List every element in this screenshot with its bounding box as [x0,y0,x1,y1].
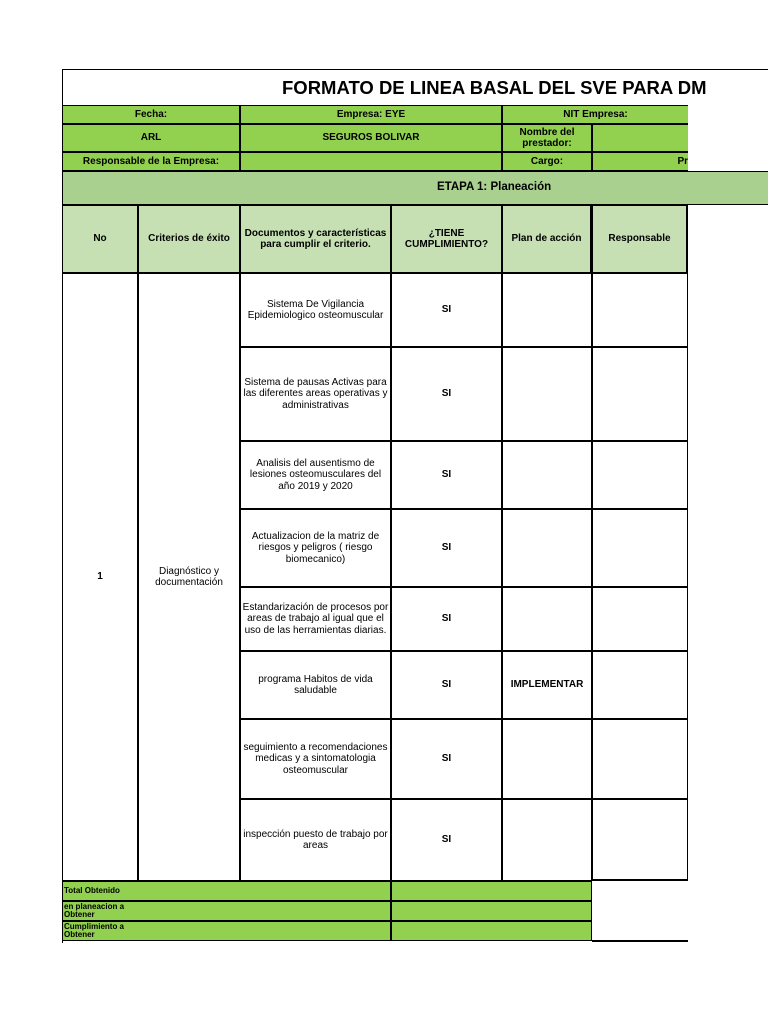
table-row-doc: programa Habitos de vida saludable [240,651,391,719]
cumplimiento-text: Cumplimiento a Obtener [64,922,125,939]
cumplimiento-label [62,921,391,941]
table-row-doc: Actualizacion de la matriz de riesgos y peligros ( riesgo biomecanico) [240,509,391,587]
table-row-responsable [592,587,688,651]
table-row-doc: inspección puesto de trabajo por areas [240,799,391,881]
cargo-label: Cargo: [502,152,592,171]
fecha-label: Fecha: [62,105,240,124]
total-obtenido-value [391,881,592,901]
arl-label: ARL [62,124,240,152]
prestador-label: Nombre del prestador: [502,124,592,152]
table-row-cumple: SI [391,719,502,799]
cargo-value: Pr [592,152,688,171]
table-row-plan [502,347,592,441]
table-row-cumple: SI [391,347,502,441]
table-row-cumple: SI [391,651,502,719]
table-row-plan: IMPLEMENTAR [502,651,592,719]
table-row-doc: Estandarización de procesos por areas de trabajo al igual que el uso de las herramientas diarias. [240,587,391,651]
nit-label: NIT Empresa: [502,105,688,124]
etapa-label: ETAPA 1: Planeación [437,181,552,193]
title-text: FORMATO DE LINEA BASAL DEL SVE PARA DM [282,77,707,98]
table-row-plan [502,273,592,347]
table-row-plan [502,509,592,587]
responsable-empresa-value [240,152,502,171]
table-row-responsable [592,273,688,347]
etapa-band [62,171,768,205]
table-row-plan [502,799,592,881]
table-row-plan [502,441,592,509]
planeacion-text: en planeacion a Obtener [64,902,125,919]
table-row-responsable [592,799,688,881]
col-header-documentos: Documentos y características para cumplir el criterio. [240,205,391,273]
empresa-label: Empresa: EYE [240,105,502,124]
table-row-doc: Analisis del ausentismo de lesiones osteomusculares del año 2019 y 2020 [240,441,391,509]
table-row-responsable [592,509,688,587]
table-row-responsable [592,441,688,509]
table-row-cumple: SI [391,587,502,651]
table-row-cumple: SI [391,273,502,347]
table-row-cumple: SI [391,509,502,587]
table-row-responsable [592,719,688,799]
col-header-criterios: Criterios de éxito [138,205,240,273]
arl-value: SEGUROS BOLIVAR [240,124,502,152]
row-number: 1 [62,273,138,881]
table-row-responsable [592,651,688,719]
criterio-exito: Diagnóstico y documentación [138,273,240,881]
planeacion-value [391,901,592,921]
col-header-plan: Plan de acción [502,205,592,273]
table-row-responsable [592,347,688,441]
table-row-doc: seguimiento a recomendaciones medicas y a sintomatologia osteomuscular [240,719,391,799]
bottom-rule [592,940,688,942]
document-title [62,70,768,104]
total-obtenido-text: Total Obtenido [64,886,120,895]
col-header-cumplimiento: ¿TIENE CUMPLIMIENTO? [391,205,502,273]
cumplimiento-value [391,921,592,941]
table-row-cumple: SI [391,799,502,881]
table-row-doc: Sistema De Vigilancia Epidemiologico osteomuscular [240,273,391,347]
total-obtenido-label [62,881,391,901]
col-header-responsable: Responsable [592,205,688,273]
table-row-doc: Sistema de pausas Activas para las diferentes areas operativas y administrativas [240,347,391,441]
prestador-value [592,124,688,152]
table-row-plan [502,719,592,799]
table-row-cumple: SI [391,441,502,509]
col-header-no: No [62,205,138,273]
responsable-empresa-label: Responsable de la Empresa: [62,152,240,171]
planeacion-label [62,901,391,921]
table-row-plan [502,587,592,651]
